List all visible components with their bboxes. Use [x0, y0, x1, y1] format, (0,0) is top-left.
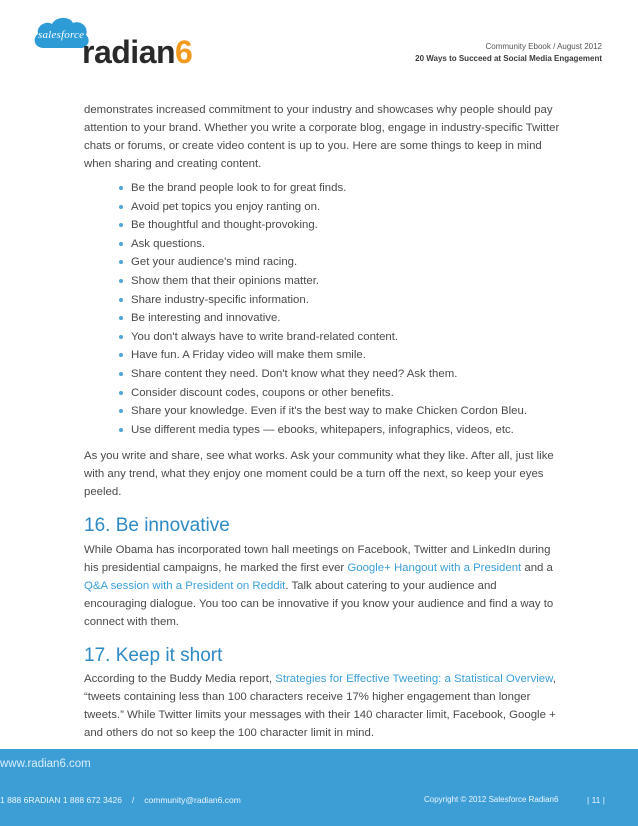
- list-item: Share industry-specific information.: [119, 291, 560, 310]
- outro-paragraph: As you write and share, see what works. Ask your community what they like. After all, just like with any trend, what they enjoy one moment could be a turn off the next, so keep your eyes peeled.: [84, 450, 554, 499]
- footer-email-link[interactable]: community@radian6.com: [144, 795, 241, 805]
- list-item: Show them that their opinions matter.: [119, 272, 560, 291]
- bullet-icon: [119, 205, 123, 209]
- footer-phone: 1 888 6RADIAN 1 888 672 3426: [0, 795, 122, 805]
- bullet-icon: [119, 391, 123, 395]
- list-item: Avoid pet topics you enjoy ranting on.: [119, 198, 560, 217]
- section-16-heading: 16. Be innovative: [84, 515, 230, 536]
- page-footer: [0, 749, 638, 826]
- website-link[interactable]: www.radian6.com: [0, 758, 91, 770]
- radian6-wordmark: radian6: [82, 34, 193, 70]
- list-item: Share your knowledge. Even if it's the best way to make Chicken Cordon Bleu.: [119, 402, 560, 421]
- bullet-icon: [119, 260, 123, 264]
- list-item: Get your audience's mind racing.: [119, 253, 560, 272]
- section-17-paragraph: According to the Buddy Media report, Strategies for Effective Tweeting: a Statistical Overview, “tweets containing less than 100 characters receive 17% higher engagement than longer tweets.” While Twitter limits your messages with their 140 character limit, Facebook, Google + and others do not so keep the 100 character limit in mind.: [84, 673, 556, 739]
- intro-paragraph: demonstrates increased commitment to your industry and showcases why people should pay attention to your brand. Whether you write a corporate blog, engage in industry-specific Twitter chats or forums, or create video content is up to you. Here are some things to keep in mind when sharing and creating content.: [84, 104, 560, 170]
- header-ebook-date: Community Ebook / August 2012: [485, 42, 602, 51]
- google-hangout-link[interactable]: Google+ Hangout with a President: [347, 562, 522, 574]
- bullet-icon: [119, 298, 123, 302]
- list-item: Use different media types — ebooks, whitepapers, infographics, videos, etc.: [119, 421, 560, 440]
- bullet-icon: [119, 409, 123, 413]
- page-number: | 11 |: [587, 795, 605, 805]
- bullet-icon: [119, 353, 123, 357]
- list-item: Share content they need. Don't know what they need? Ask them.: [119, 365, 560, 384]
- document-header: [415, 41, 602, 65]
- list-item: You don't always have to write brand-related content.: [119, 328, 560, 347]
- section-16-paragraph: While Obama has incorporated town hall meetings on Facebook, Twitter and LinkedIn during his presidential campaigns, he marked the first ever Google+ Hangout with a President and a Q&A session with a President on Reddit. Talk about catering to your audience and encouraging dialogue. You too can be innovative if you know your audience and find a way to connect with them.: [84, 544, 554, 628]
- bullet-icon: [119, 335, 123, 339]
- reddit-qa-link[interactable]: Q&A session with a President on Reddit: [84, 580, 286, 592]
- footer-separator: /: [131, 795, 135, 805]
- section-17-heading: 17. Keep it short: [84, 645, 223, 666]
- salesforce-logo-text: salesforce: [38, 29, 85, 41]
- bullet-icon: [119, 242, 123, 246]
- bullet-icon: [119, 223, 123, 227]
- main-content: [84, 101, 560, 501]
- list-item: Be the brand people look to for great finds.: [119, 179, 560, 198]
- radian6-logo: [30, 12, 200, 70]
- list-item: Ask questions.: [119, 235, 560, 254]
- bullet-icon: [119, 428, 123, 432]
- bullet-icon: [119, 316, 123, 320]
- header-ebook-title: 20 Ways to Succeed at Social Media Engagement: [415, 54, 602, 63]
- list-item: Be interesting and innovative.: [119, 309, 560, 328]
- bullet-icon: [119, 186, 123, 190]
- list-item: Be thoughtful and thought-provoking.: [119, 216, 560, 235]
- tips-list: [84, 179, 560, 439]
- footer-contact: [0, 795, 241, 805]
- bullet-icon: [119, 279, 123, 283]
- footer-copyright: Copyright © 2012 Salesforce Radian6: [424, 795, 559, 804]
- bullet-icon: [119, 372, 123, 376]
- list-item: Have fun. A Friday video will make them smile.: [119, 346, 560, 365]
- tweeting-strategies-link[interactable]: Strategies for Effective Tweeting: a Statistical Overview: [275, 673, 553, 685]
- list-item: Consider discount codes, coupons or other benefits.: [119, 384, 560, 403]
